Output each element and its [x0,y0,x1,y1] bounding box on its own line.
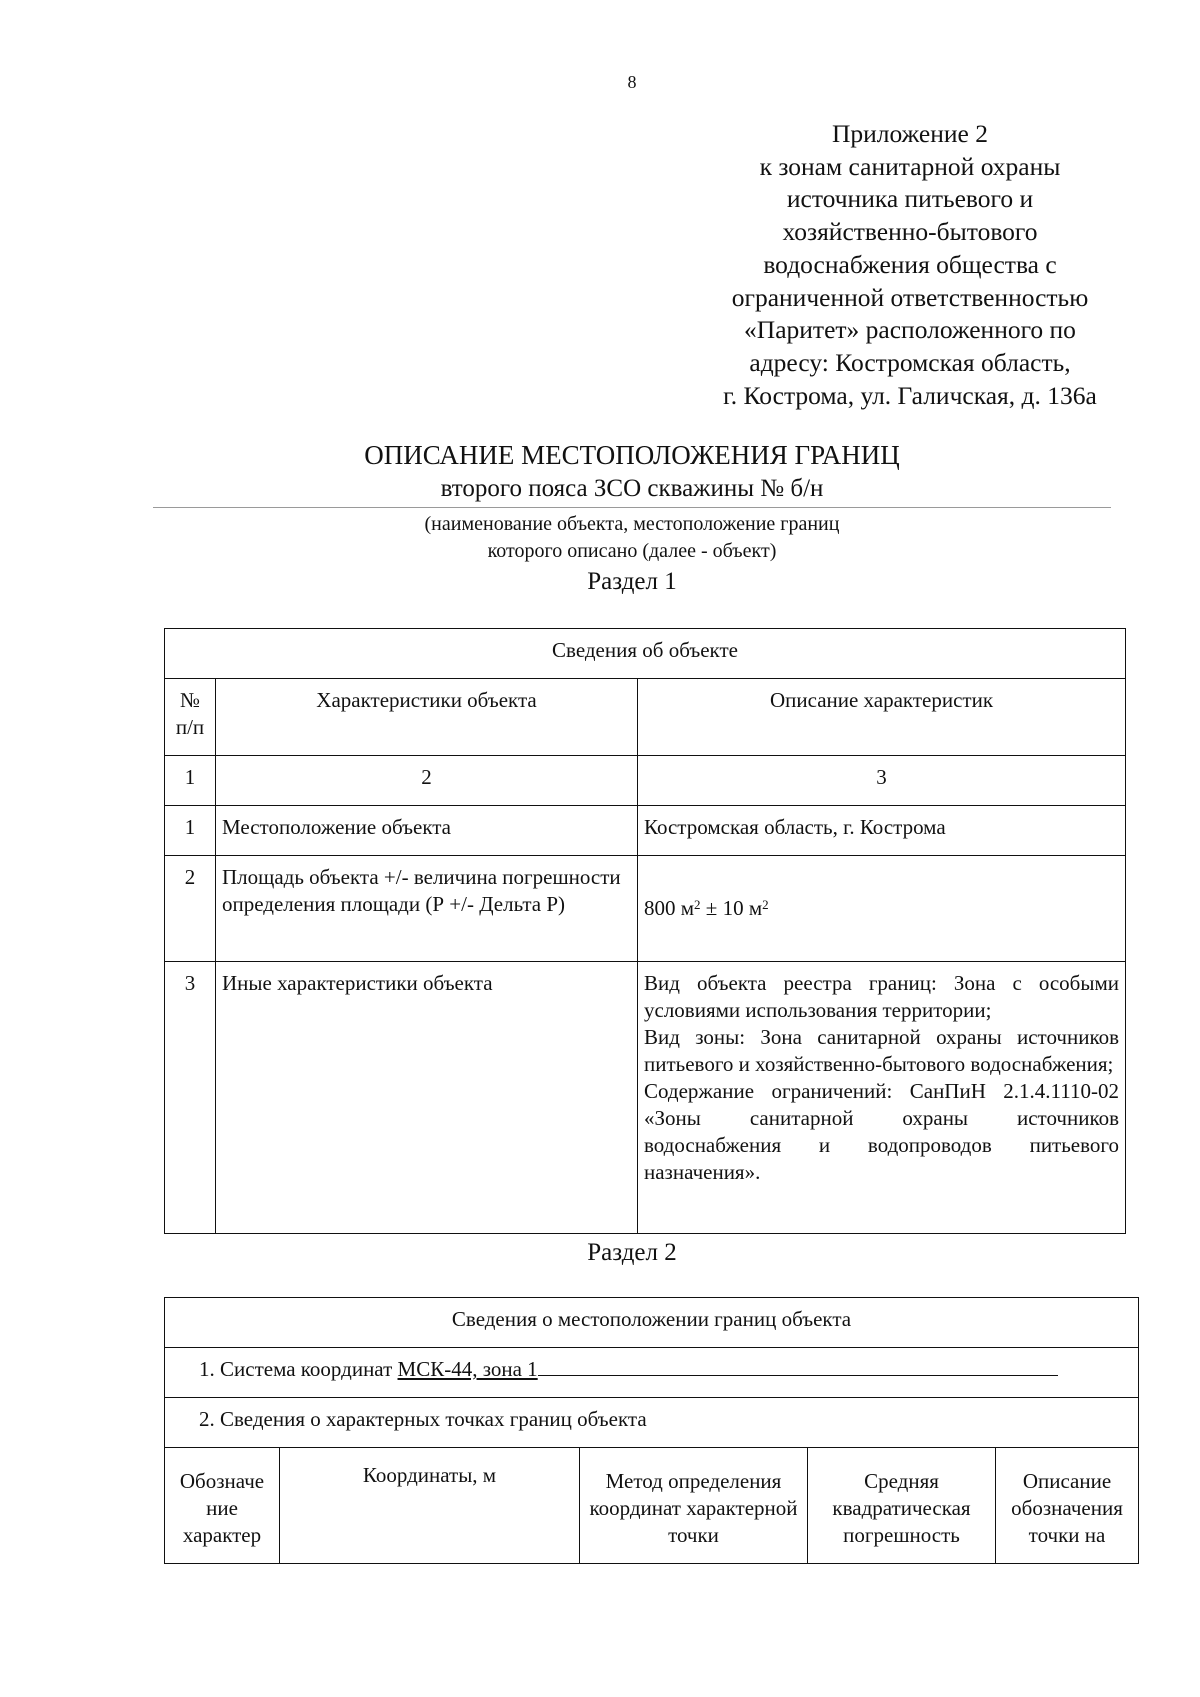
table-title: Сведения об объекте [165,629,1126,679]
header-point-description: Описание обозначения точки на [996,1448,1139,1564]
section1-heading: Раздел 1 [587,568,677,595]
table-row [165,856,1126,962]
header-num: № п/п [165,679,216,756]
column-number: 1 [165,756,216,806]
area-error-exponent: 2 [762,897,769,912]
description-part: Вид зоны: Зона санитарной охраны источников питьевого и хозяйственно-бытового водоснабжения; [644,1025,1119,1076]
row-description: Костромская область, г. Кострома [638,806,1126,856]
row-characteristic: Площадь объекта +/- величина погрешности определения площади (Р +/- Дельта Р) [216,856,638,962]
header-coordinates: Координаты, м [280,1448,580,1564]
row-description [638,856,1126,962]
coordinate-system [165,1348,1139,1398]
description-part: Содержание ограничений: СанПиН 2.1.4.1110-02 «Зоны санитарной охраны источников водоснабжения и водопроводов питьевого назначения». [644,1079,1119,1184]
document-subtitle: второго пояса ЗСО скважины № б/н [440,475,824,502]
table-row [165,962,1126,1234]
appendix-line: ограниченной ответственностью [731,282,1089,312]
header-error: Средняя квадратическая погрешность [808,1448,996,1564]
row-num: 3 [165,962,216,1234]
caption [0,511,1200,565]
column-number: 2 [216,756,638,806]
appendix-line: источника питьевого и [786,184,1034,214]
caption-line: которого описано (далее - объект) [487,540,777,562]
appendix-line: хозяйственно-бытового [782,217,1038,247]
appendix-line: Приложение 2 [832,119,988,148]
section2-heading: Раздел 2 [587,1239,677,1266]
area-exponent: 2 [694,897,701,912]
object-info-table [164,628,1126,1234]
appendix-block [640,118,1180,412]
document-title: ОПИСАНИЕ МЕСТОПОЛОЖЕНИЯ ГРАНИЦ [364,440,900,470]
appendix-line: водоснабжения общества с [763,249,1057,279]
page-number: 8 [627,72,637,92]
appendix-line: «Паритет» расположенного по [744,315,1076,345]
fill-line [538,1374,1058,1376]
caption-line: (наименование объекта, местоположение границ [424,513,840,535]
table-title: Сведения о местоположении границ объекта [165,1298,1139,1348]
description-part: Вид объекта реестра границ: Зона с особыми условиями использования территории; [644,971,1119,1022]
column-number: 3 [638,756,1126,806]
header-designation: Обозначе ние характер [165,1448,280,1564]
appendix-line: адресу: Костромская область, [749,347,1071,377]
row-num: 1 [165,806,216,856]
row-characteristic: Иные характеристики объекта [216,962,638,1234]
table-row [165,806,1126,856]
row-description [638,962,1126,1234]
appendix-line: г. Кострома, ул. Галичская, д. 136а [723,380,1097,410]
area-error: ± 10 м [700,896,763,920]
row-characteristic: Местоположение объекта [216,806,638,856]
coordinate-system-value: МСК-44, зона 1 [397,1357,538,1381]
points-title: 2. Сведения о характерных точках границ объекта [165,1398,1139,1448]
appendix-line: к зонам санитарной охраны [759,151,1061,181]
header-description: Описание характеристик [638,679,1126,756]
row-num: 2 [165,856,216,962]
header-characteristic: Характеристики объекта [216,679,638,756]
area-value: 800 м [644,896,695,920]
boundary-location-table [164,1297,1139,1564]
title-underline [153,507,1111,508]
coordinate-system-label: 1. Система координат [199,1357,398,1381]
header-method: Метод определения координат характерной точки [580,1448,808,1564]
